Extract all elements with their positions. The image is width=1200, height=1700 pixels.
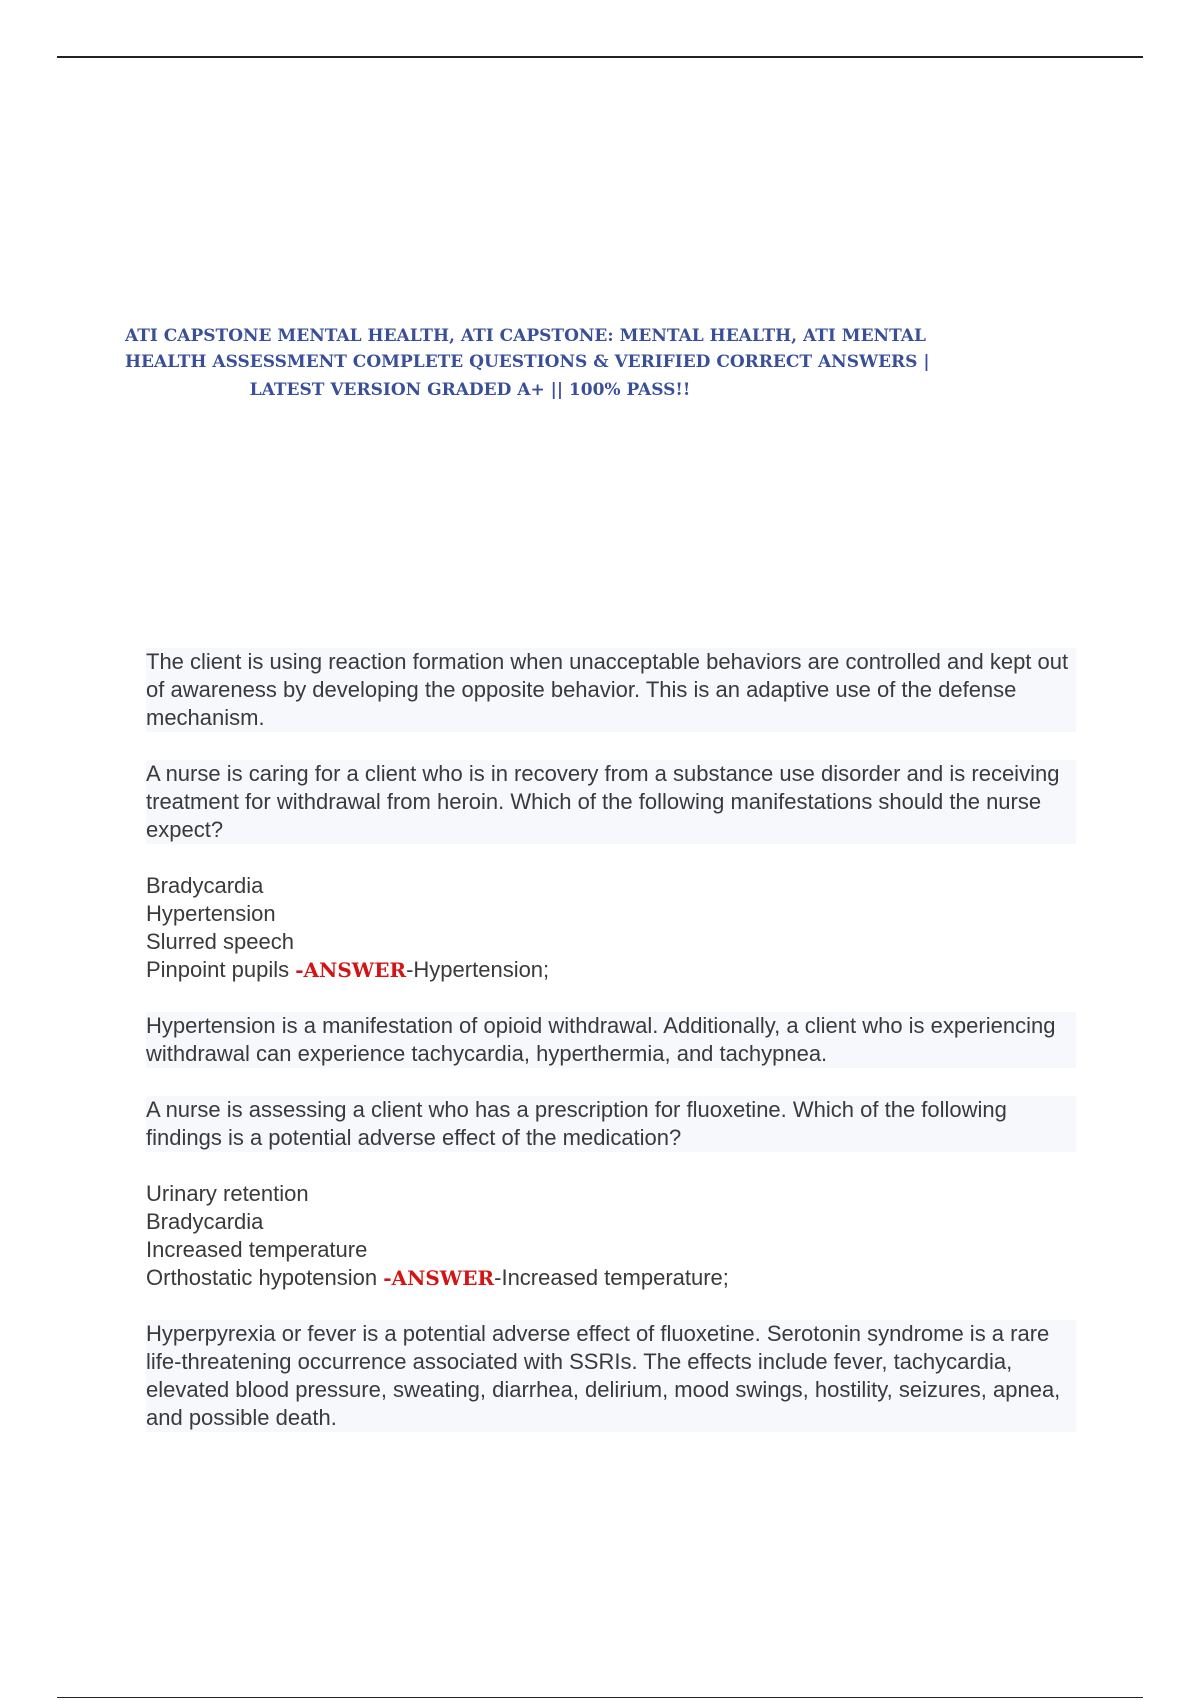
question-1-options [146,872,1076,984]
question-2-stem: A nurse is assessing a client who has a prescription for fluoxetine. Which of the following findings is a potential adverse effect of the medication? [146,1096,1076,1152]
question-2-options [146,1180,1076,1292]
question-1-option-1: Bradycardia [146,873,264,898]
title-line-2: HEALTH ASSESSMENT COMPLETE QUESTIONS & VERIFIED CORRECT ANSWERS | [125,352,930,372]
question-2-option-4-with-answer [146,1264,1076,1292]
question-1-option-4-with-answer [146,956,1076,984]
question-2-option-2: Bradycardia [146,1209,264,1234]
question-2-answer: -Increased temperature; [494,1265,729,1290]
answer-marker: -ANSWER [295,958,407,982]
question-2-option-1: Urinary retention [146,1181,309,1206]
question-1-explanation: Hypertension is a manifestation of opioid withdrawal. Additionally, a client who is experiencing withdrawal can experience tachycardia, hyperthermia, and tachypnea. [146,1012,1076,1068]
question-2-option-4: Orthostatic hypotension [146,1265,384,1290]
question-1-option-2: Hypertension [146,901,276,926]
document-body [146,648,1076,1460]
intro-explanation: The client is using reaction formation when unacceptable behaviors are controlled and kept out of awareness by developing the opposite behavior. This is an adaptive use of the defense mechanism. [146,648,1076,732]
title-line-1: ATI CAPSTONE MENTAL HEALTH, ATI CAPSTONE: MENTAL HEALTH, ATI MENTAL [125,326,926,346]
answer-marker: -ANSWER [383,1266,495,1290]
question-1-answer: -Hypertension; [406,957,550,982]
question-1-option-3: Slurred speech [146,929,294,954]
title-line-3: LATEST VERSION GRADED A+ || 100% PASS!! [249,380,691,400]
top-rule [57,56,1143,58]
bottom-rule [57,1697,1143,1698]
question-1-option-4: Pinpoint pupils [146,957,296,982]
question-1-stem: A nurse is caring for a client who is in recovery from a substance use disorder and is receiving treatment for withdrawal from heroin. Which of the following manifestations should the nurse expect? [146,760,1076,844]
question-2-option-3: Increased temperature [146,1237,368,1262]
document-title [125,326,930,404]
question-2-explanation: Hyperpyrexia or fever is a potential adverse effect of fluoxetine. Serotonin syndrome is a rare life-threatening occurrence associated with SSRIs. The effects include fever, tachycardia, elevated blood pressure, sweating, diarrhea, delirium, mood swings, hostility, seizures, apnea, and possible death. [146,1320,1076,1432]
